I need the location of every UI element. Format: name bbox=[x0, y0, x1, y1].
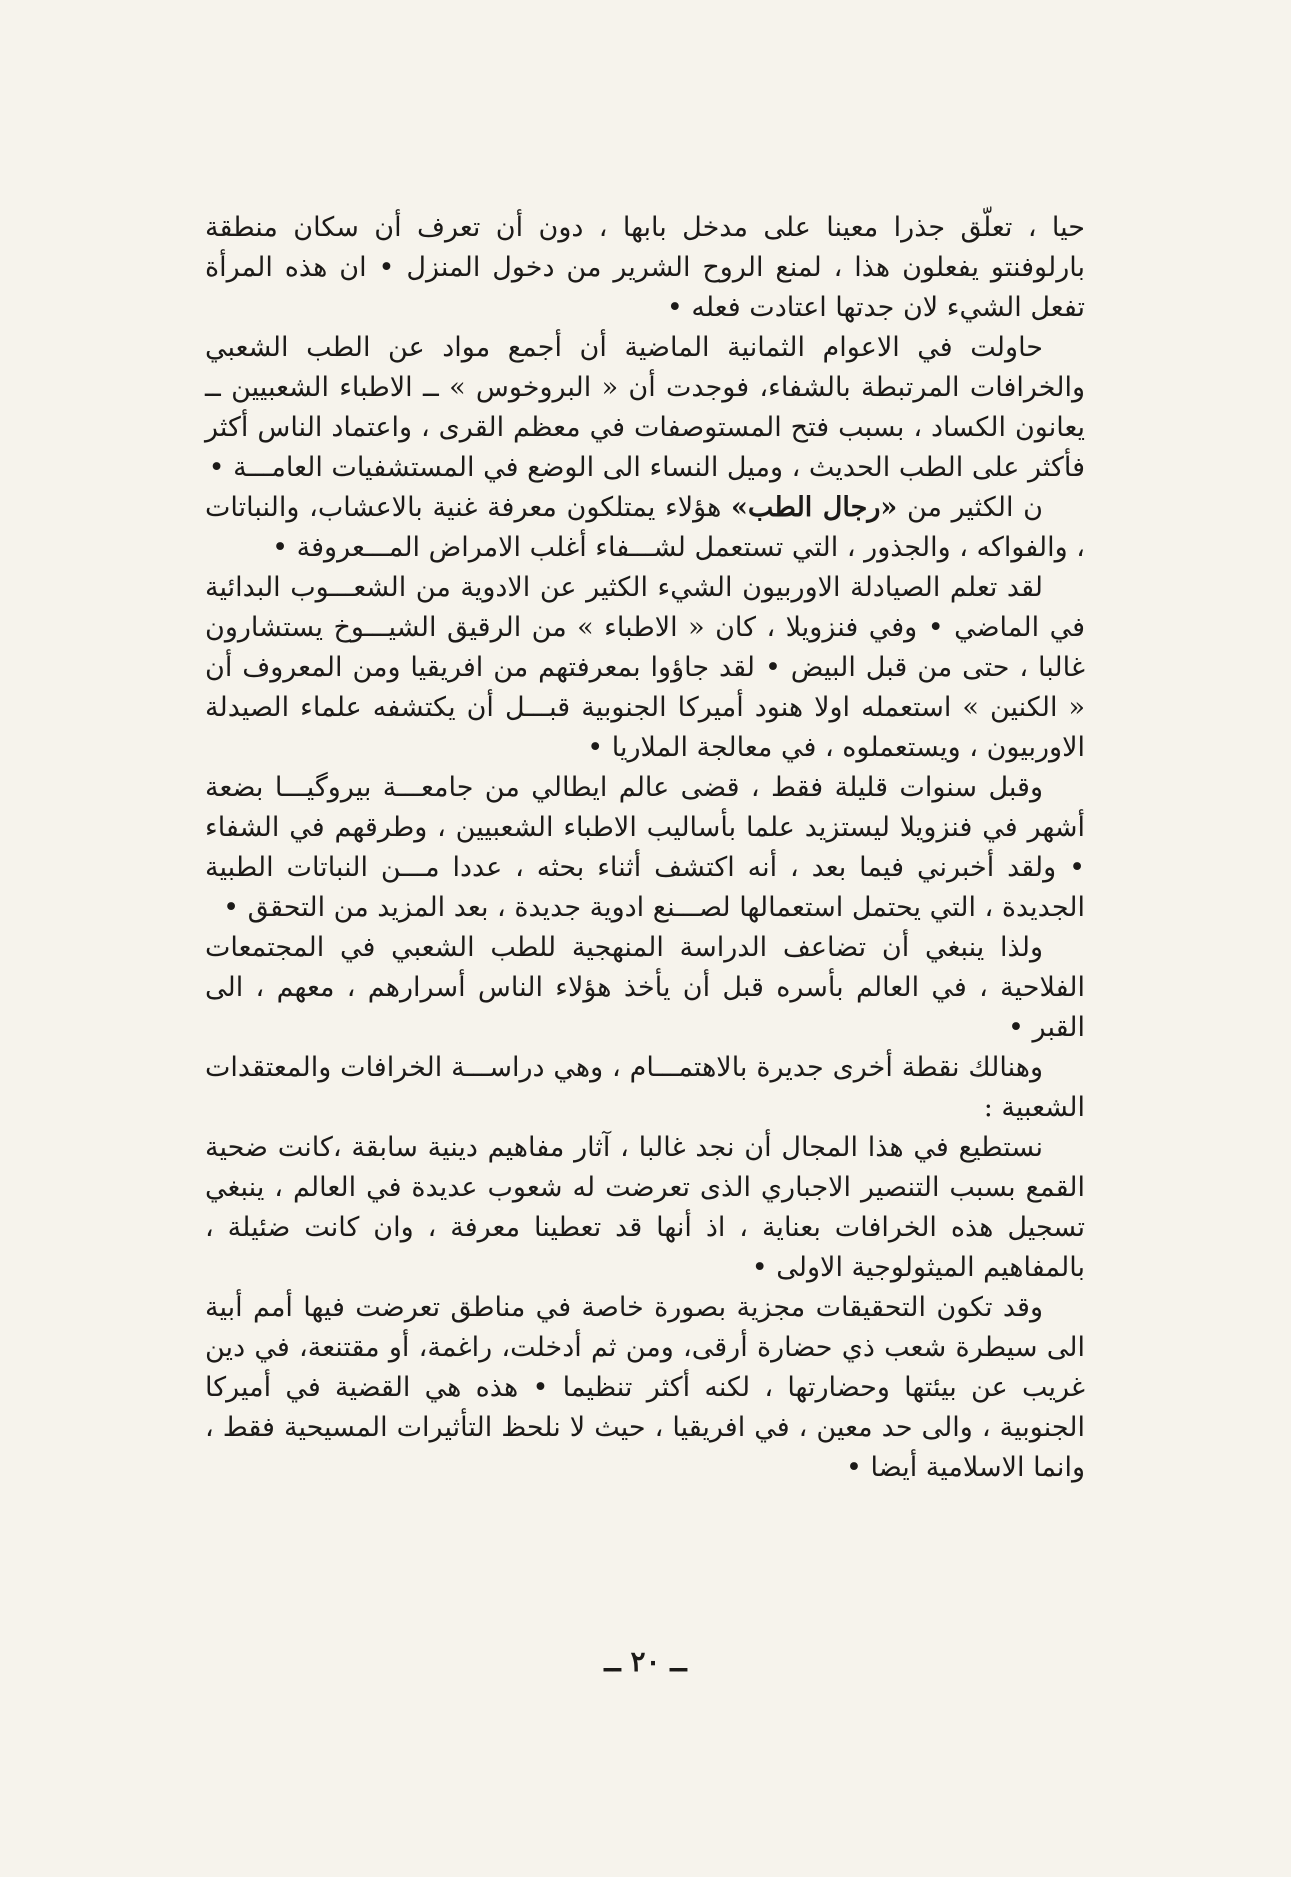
paragraph-3-bold-term: «رجال الطب» bbox=[731, 492, 898, 523]
paragraph-4: لقد تعلم الصيادلة الاوربيون الشيء الكثير عن الادوية من الشعـــوب البدائية في الماضي • وفي فنزويلا ، كان « الاطباء » من الرقيق الشيـــوخ يستشارون غالبا ، حتى من قبل البيض • لقد جاؤوا بمعرفتهم من افريقيا ومن المعروف أن « الكنين » استعمله اولا هنود أميركا الجنوبية قبـــل أن يكتشفه علماء الصيدلة الاوربيون ، ويستعملوه ، في معالجة الملاريا • bbox=[205, 572, 1085, 763]
body-text bbox=[205, 208, 1085, 1488]
paragraph-3-after: هؤلاء يمتلكون معرفة غنية بالاعشاب، والنباتات ، والفواكه ، والجذور ، التي تستعمل لشـــفاء أغلب الامراض المـــعروفة • bbox=[205, 492, 1085, 563]
paragraph-5: وقبل سنوات قليلة فقط ، قضى عالم ايطالي من جامعـــة بيروگيـــا بضعة أشهر في فنزويلا ليستزيد علما بأساليب الاطباء الشعبيين ، وطرقهم في الشفاء • ولقد أخبرني فيما بعد ، أنه اكتشف أثناء بحثه ، عددا مـــن النباتات الطبية الجديدة ، التي يحتمل استعمالها لصـــنع ادوية جديدة ، بعد المزيد من التحقق • bbox=[205, 772, 1085, 923]
paragraph-7: وهنالك نقطة أخرى جديرة بالاهتمـــام ، وهي دراســـة الخرافات والمعتقدات الشعبية : bbox=[205, 1052, 1085, 1123]
paragraph-9: وقد تكون التحقيقات مجزية بصورة خاصة في مناطق تعرضت فيها أمم أبية الى سيطرة شعب ذي حضارة أرقى، ومن ثم أدخلت، راغمة، أو مقتنعة، في دين غريب عن بيئتها وحضارتها ، لكنه أكثر تنظيما • هذه هي القضية في أميركا الجنوبية ، والى حد معين ، في افريقيا ، حيث لا نلحظ التأثيرات المسيحية فقط ، وانما الاسلامية أيضا • bbox=[205, 1292, 1085, 1483]
paragraph-1: حيا ، تعلّق جذرا معينا على مدخل بابها ، دون أن تعرف أن سكان منطقة بارلوفنتو يفعلون هذا ، لمنع الروح الشرير من دخول المنزل • ان هذه المرأة تفعل الشيء لان جدتها اعتادت فعله • bbox=[205, 212, 1085, 323]
page-number: ــ ٢٠ ــ bbox=[604, 1645, 687, 1678]
paragraph-3 bbox=[205, 488, 1085, 568]
paragraph-8: نستطيع في هذا المجال أن نجد غالبا ، آثار مفاهيم دينية سابقة ،كانت ضحية القمع بسبب التنصير الاجباري الذى تعرضت له شعوب عديدة في العالم ، ينبغي تسجيل هذه الخرافات بعناية ، اذ أنها قد تعطينا معرفة ، وان كانت ضئيلة ، بالمفاهيم الميثولوجية الاولى • bbox=[205, 1132, 1085, 1283]
paragraph-6: ولذا ينبغي أن تضاعف الدراسة المنهجية للطب الشعبي في المجتمعات الفلاحية ، في العالم بأسره قبل أن يأخذ هؤلاء الناس أسرارهم ، معهم ، الى القبر • bbox=[205, 932, 1085, 1043]
paragraph-3-before: ن الكثير من bbox=[897, 492, 1043, 523]
paragraph-2: حاولت في الاعوام الثمانية الماضية أن أجمع مواد عن الطب الشعبي والخرافات المرتبطة بالشفاء، فوجدت أن « البروخوس » ــ الاطباء الشعبيين ــ يعانون الكساد ، بسبب فتح المستوصفات في معظم القرى ، واعتماد الناس أكثر فأكثر على الطب الحديث ، وميل النساء الى الوضع في المستشفيات العامـــة • bbox=[205, 332, 1085, 483]
